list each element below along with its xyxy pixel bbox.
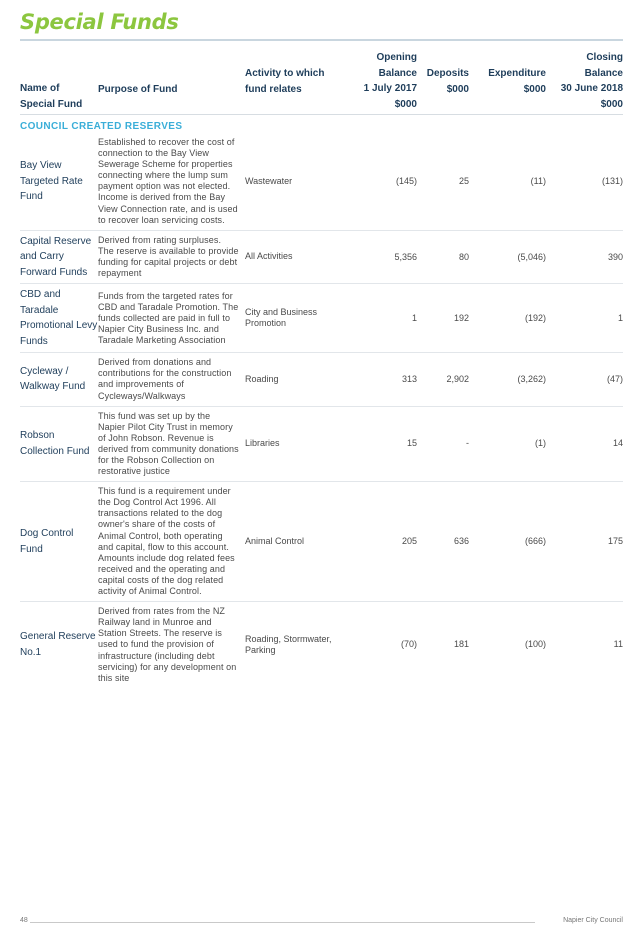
closing-balance: (47) <box>606 373 623 384</box>
header-purpose: Purpose of Fund <box>98 83 178 95</box>
expenditure: (100) <box>524 639 546 650</box>
opening-balance: 205 <box>401 536 417 547</box>
expenditure: (1) <box>535 438 546 449</box>
deposits: 636 <box>453 536 469 547</box>
deposits: 80 <box>458 251 469 262</box>
fund-name: Capital Reserve and Carry Forward Funds <box>20 235 92 278</box>
title-divider <box>20 39 623 41</box>
closing-balance: (131) <box>601 175 623 186</box>
expenditure: (3,262) <box>517 373 546 384</box>
fund-purpose: This fund is a requirement under the Dog Control Act 1996. All transactions related to the dog owner's share of the costs of Animal Control, both operating and capital, flow to this account. Amounts include dog related fees received and the operating and capital costs of the dog related activity of Animal Control. <box>98 486 235 597</box>
deposits: 2,902 <box>446 373 469 384</box>
table-row <box>20 353 623 406</box>
fund-activity: Roading <box>245 373 279 384</box>
fund-name: Cycleway / Walkway Fund <box>20 365 86 393</box>
special-funds-table <box>20 50 623 688</box>
fund-purpose: Derived from rates from the NZ Railway land in Munroe and Station Streets. The reserve is used to fund the provision of infrastructure (including debt servicing) for any development on this site <box>98 606 237 683</box>
opening-balance: 15 <box>406 438 417 449</box>
opening-balance: 313 <box>401 373 417 384</box>
fund-purpose: Derived from rating surpluses. The reserve is available to provide funding for capital projects or debt repayment <box>98 234 239 279</box>
header-deposits: Deposits $000 <box>426 68 469 95</box>
fund-purpose: This fund was set up by the Napier Pilot City Trust in memory of John Robson. Revenue is derived from community donations for the Robson Collection on restorative justice <box>98 410 239 477</box>
fund-name: Robson Collection Fund <box>20 430 90 457</box>
table-header-row <box>20 50 623 115</box>
table-row <box>20 406 623 482</box>
fund-purpose: Funds from the targeted rates for CBD and Taradale Promotion. The funds collected are paid in full to Napier City Business Inc. and Taradale Marketing Association <box>98 290 239 345</box>
fund-activity: Wastewater <box>245 175 293 186</box>
closing-balance: 11 <box>613 639 623 650</box>
expenditure: (11) <box>530 175 546 186</box>
expenditure: (5,046) <box>517 251 546 262</box>
fund-name: General Reserve No.1 <box>20 631 96 658</box>
expenditure: (192) <box>524 312 546 323</box>
opening-balance: (145) <box>395 175 417 186</box>
footer-divider <box>30 922 535 923</box>
section-heading: COUNCIL CREATED RESERVES <box>20 121 183 132</box>
fund-activity: Roading, Stormwater, Parking <box>245 633 332 655</box>
deposits: - <box>466 438 469 449</box>
closing-balance: 14 <box>612 438 623 449</box>
header-activity: Activity to which fund relates <box>245 68 325 95</box>
table-row <box>20 133 623 230</box>
fund-activity: Animal Control <box>245 536 305 547</box>
fund-name: Bay View Targeted Rate Fund <box>20 160 83 203</box>
opening-balance: 5,356 <box>394 251 417 262</box>
table-row <box>20 482 623 602</box>
fund-name: CBD and Taradale Promotional Levy Funds <box>20 289 98 347</box>
page-title: Special Funds <box>20 10 179 34</box>
footer-organisation: Napier City Council <box>563 917 623 924</box>
table-row <box>20 284 623 353</box>
fund-activity: All Activities <box>245 251 293 262</box>
section-row <box>20 115 623 134</box>
deposits: 181 <box>453 639 469 650</box>
fund-purpose: Established to recover the cost of connection to the Bay View Sewerage Scheme for properties connecting where the lump sum payment option was not elected. Income is derived from the Bay View Connection rate, and is used to recover loan servicing costs. <box>98 137 238 225</box>
deposits: 192 <box>453 312 469 323</box>
page-number: 48 <box>20 917 28 924</box>
fund-activity: City and Business Promotion <box>245 307 318 329</box>
fund-activity: Libraries <box>245 438 280 449</box>
opening-balance: (70) <box>400 639 417 650</box>
closing-balance: 390 <box>607 251 623 262</box>
fund-name: Dog Control Fund <box>20 528 74 555</box>
header-expenditure: Expenditure $000 <box>488 68 546 95</box>
header-name: Name of Special Fund <box>20 83 83 110</box>
header-opening: Opening Balance 1 July 2017 $000 <box>363 52 417 110</box>
closing-balance: 1 <box>617 312 623 323</box>
opening-balance: 1 <box>411 312 417 323</box>
fund-purpose: Derived from donations and contributions for the construction and improvements of Cycleways/Walkways <box>98 357 232 401</box>
deposits: 25 <box>458 175 469 186</box>
table-row <box>20 602 623 688</box>
table-row <box>20 230 623 284</box>
header-closing: Closing Balance 30 June 2018 $000 <box>560 52 623 110</box>
closing-balance: 175 <box>607 536 623 547</box>
expenditure: (666) <box>524 536 546 547</box>
